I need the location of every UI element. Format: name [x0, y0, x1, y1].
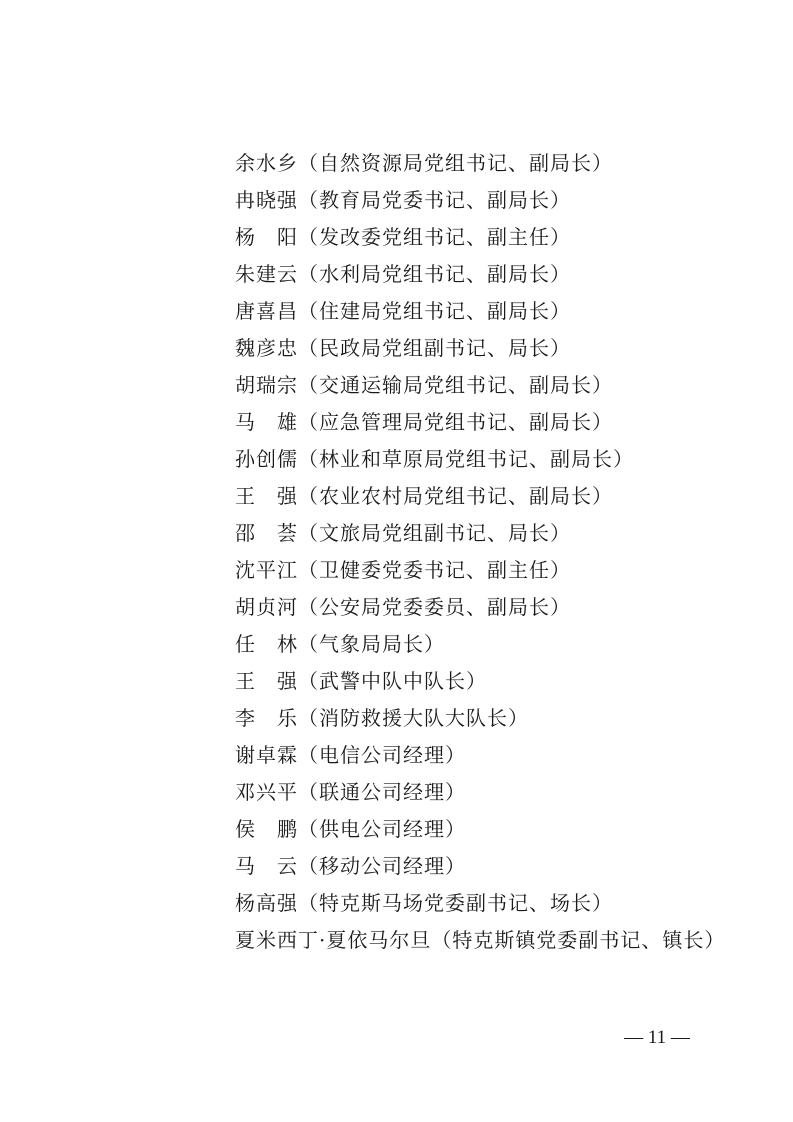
list-item: 余水乡（自然资源局党组书记、副局长） — [235, 151, 613, 175]
list-item: 唐喜昌（住建局党组书记、副局长） — [235, 299, 571, 323]
list-item: 侯 鹏（供电公司经理） — [235, 817, 466, 841]
list-item: 王 强（农业农村局党组书记、副局长） — [235, 484, 613, 508]
list-item: 夏米西丁·夏依马尔旦（特克斯镇党委副书记、镇长） — [235, 928, 726, 952]
list-item: 魏彦忠（民政局党组副书记、局长） — [235, 336, 571, 360]
list-item: 朱建云（水利局党组书记、副局长） — [235, 262, 571, 286]
list-item: 任 林（气象局局长） — [235, 632, 445, 656]
list-item: 邵 荟（文旅局党组副书记、局长） — [235, 521, 571, 545]
list-item: 孙创儒（林业和草原局党组书记、副局长） — [235, 447, 634, 471]
list-item: 邓兴平（联通公司经理） — [235, 780, 466, 804]
member-list — [235, 145, 725, 959]
list-item: 冉晓强（教育局党委书记、副局长） — [235, 188, 571, 212]
list-item: 胡瑞宗（交通运输局党组书记、副局长） — [235, 373, 613, 397]
list-item: 马 雄（应急管理局党组书记、副局长） — [235, 410, 613, 434]
page-number: — 11 — — [624, 1027, 690, 1048]
list-item: 马 云（移动公司经理） — [235, 854, 466, 878]
list-item: 谢卓霖（电信公司经理） — [235, 743, 466, 767]
list-item: 杨高强（特克斯马场党委副书记、场长） — [235, 891, 613, 915]
list-item: 沈平江（卫健委党委书记、副主任） — [235, 558, 571, 582]
list-item: 王 强（武警中队中队长） — [235, 669, 487, 693]
list-item: 杨 阳（发改委党组书记、副主任） — [235, 225, 571, 249]
list-item: 胡贞河（公安局党委委员、副局长） — [235, 595, 571, 619]
list-item: 李 乐（消防救援大队大队长） — [235, 706, 529, 730]
